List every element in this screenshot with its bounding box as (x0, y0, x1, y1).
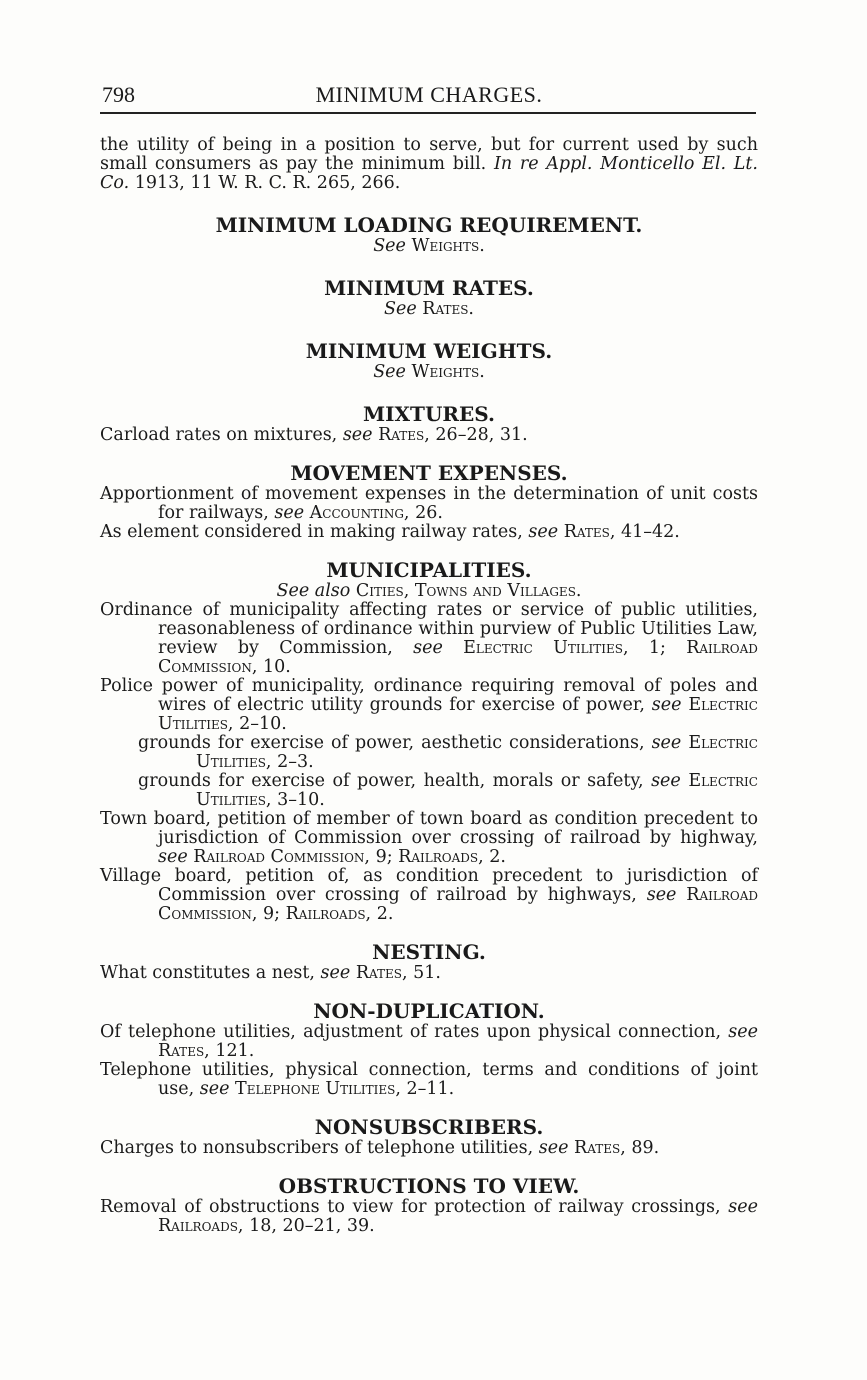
index-entry: What constitutes a nest, see Rates, 51. (100, 963, 441, 983)
cross-reference: See also Cities, Towns and Villages. (276, 581, 582, 601)
index-subentry: grounds for exercise of power, aesthetic considerations, see Electric Utilities, 2–3. (138, 733, 758, 772)
index-entry: Town board, petition of member of town board as condition precedent to jurisdiction of Commission over crossing of railroad by highway, see Railroad Commission, 9; Railroads, 2. (100, 809, 758, 867)
index-entry: Telephone utilities, physical connection, terms and conditions of joint use, see Telephone Utilities, 2–11. (100, 1060, 758, 1099)
section-heading: MIXTURES. (363, 402, 495, 426)
index-entry: Charges to nonsubscribers of telephone utilities, see Rates, 89. (100, 1138, 660, 1158)
section-heading: MOVEMENT EXPENSES. (290, 461, 568, 485)
section-nesting (100, 940, 758, 983)
cross-reference: See Weights. (373, 236, 485, 256)
index-entry: As element considered in making railway rates, see Rates, 41–42. (100, 522, 680, 542)
section-heading: MUNICIPALITIES. (326, 558, 532, 582)
section-non-duplication (100, 999, 758, 1099)
section-heading: MINIMUM LOADING REQUIREMENT. (215, 213, 643, 237)
intro-paragraph: the utility of being in a position to serve, but for current used by such small consumers as pay the minimum bill. In re Appl. Monticello El. Lt. Co. 1913, 11 W. R. C. R. 265, 266. (100, 135, 758, 193)
index-entry: Removal of obstructions to view for protection of railway crossings, see Railroads, 18, 20–21, 39. (100, 1197, 758, 1236)
section-heading: NONSUBSCRIBERS. (314, 1115, 544, 1139)
section-heading: MINIMUM RATES. (324, 276, 534, 300)
section-heading: NESTING. (372, 940, 486, 964)
running-title: MINIMUM CHARGES. (315, 82, 543, 107)
page-number: 798 (102, 82, 135, 107)
section-nonsubscribers (100, 1115, 758, 1158)
index-body (100, 136, 758, 1236)
index-entry: Police power of municipality, ordinance requiring removal of poles and wires of electric utility grounds for exercise of power, see Electric Utilities, 2–10. (100, 676, 758, 734)
cross-reference: See Weights. (373, 362, 485, 382)
section-mixtures (100, 402, 758, 445)
section-obstructions-to-view (100, 1174, 758, 1236)
section-heading: NON-DUPLICATION. (313, 999, 545, 1023)
section-minimum-rates (100, 276, 758, 319)
section-heading: OBSTRUCTIONS TO VIEW. (278, 1174, 580, 1198)
index-entry: Ordinance of municipality affecting rates or service of public utilities, reasonableness of ordinance within purview of Public Utilities Law, review by Commission, see Electric Utilities, 1; Railroad Commission, 10. (100, 600, 758, 677)
section-movement-expenses (100, 461, 758, 542)
index-entry: Of telephone utilities, adjustment of rates upon physical connection, see Rates, 121. (100, 1022, 758, 1061)
index-subentry: grounds for exercise of power, health, morals or safety, see Electric Utilities, 3–10. (138, 771, 758, 810)
section-heading: MINIMUM WEIGHTS. (305, 339, 553, 363)
header-rule (100, 112, 756, 114)
index-entry: Village board, petition of, as condition precedent to jurisdiction of Commission over crossing of railroad by highways, see Railroad Commission, 9; Railroads, 2. (100, 866, 758, 924)
index-entry: Apportionment of movement expenses in the determination of unit costs for railways, see Accounting, 26. (100, 484, 758, 523)
cross-reference: See Rates. (383, 299, 474, 319)
page-header (102, 82, 756, 112)
section-minimum-loading (100, 213, 758, 256)
index-entry: Carload rates on mixtures, see Rates, 26–28, 31. (100, 425, 528, 445)
section-municipalities (100, 558, 758, 924)
section-minimum-weights (100, 339, 758, 382)
